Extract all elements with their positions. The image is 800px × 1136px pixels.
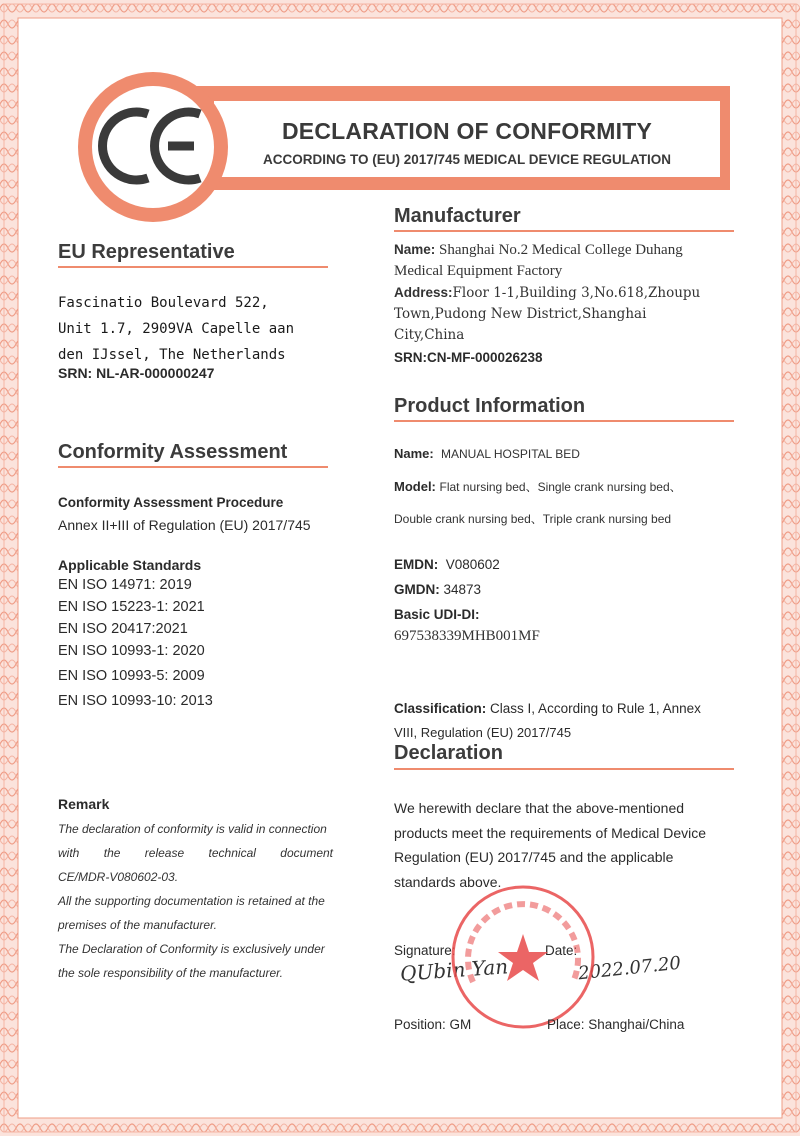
declaration-text xyxy=(394,796,706,894)
date-handwritten: 2022.07.20 xyxy=(577,952,682,985)
product-model: Flat nursing bed、Single crank nursing bed、 xyxy=(439,480,682,494)
declaration-line: Regulation (EU) 2017/745 and the applicable xyxy=(394,849,674,865)
standard-item: EN ISO 15223-1: 2021 xyxy=(58,599,205,615)
product-name: MANUAL HOSPITAL BED xyxy=(440,447,580,461)
eu-rep-address xyxy=(58,290,348,368)
document-subtitle: ACCORDING TO (EU) 2017/745 MEDICAL DEVICE REGULATION xyxy=(262,152,672,167)
manufacturer-address-cont: City,China xyxy=(394,327,465,343)
manufacturer-address-label: Address: xyxy=(394,285,453,300)
place: Place: Shanghai/China xyxy=(547,1017,685,1032)
manufacturer-name-cont: Medical Equipment Factory xyxy=(394,263,563,279)
eu-rep-address-line: Unit 1.7, 2909VA Capelle aan xyxy=(58,321,295,337)
remark-heading: Remark xyxy=(58,796,110,812)
product-heading: Product Information xyxy=(394,395,586,417)
conformity-heading: Conformity Assessment xyxy=(58,441,288,463)
classification-cont: VIII, Regulation (EU) 2017/745 xyxy=(394,725,572,740)
signature-handwritten: QUbin Yan xyxy=(399,954,509,986)
standard-item: EN ISO 10993-10: 2013 xyxy=(58,693,213,709)
remark-text xyxy=(58,817,333,985)
declaration-line: products meet the requirements of Medical Device xyxy=(394,824,707,841)
manufacturer-name: Shanghai No.2 Medical College Duhang xyxy=(439,242,683,258)
emdn-row xyxy=(394,557,500,572)
product-model-row xyxy=(394,478,739,495)
document-title: DECLARATION OF CONFORMITY xyxy=(282,118,652,144)
standards-list xyxy=(58,574,213,712)
eu-rep-heading: EU Representative xyxy=(58,241,235,263)
manufacturer-name-label: Name: xyxy=(394,242,436,257)
standard-item: EN ISO 20417:2021 xyxy=(58,621,188,637)
standard-item: EN ISO 14971: 2019 xyxy=(58,577,192,593)
remark-line: with the release technical document xyxy=(58,846,333,860)
product-model-cont: Double crank nursing bed、Triple crank nursing bed xyxy=(394,512,672,526)
standards-label: Applicable Standards xyxy=(58,557,202,573)
procedure-label: Conformity Assessment Procedure xyxy=(58,495,284,510)
classification-value: Class I, According to Rule 1, Annex xyxy=(490,701,701,716)
remark-line: The Declaration of Conformity is exclusively under xyxy=(58,942,325,956)
eu-rep-address-line: den IJssel, The Netherlands xyxy=(58,347,286,363)
conformity-rule xyxy=(58,466,328,468)
manufacturer-address-cont: Town,Pudong New District,Shanghai xyxy=(394,306,647,322)
procedure-value: Annex II+III of Regulation (EU) 2017/745 xyxy=(58,517,311,533)
udi-label: Basic UDI-DI: xyxy=(394,607,480,622)
manufacturer-address: Floor 1-1,Building 3,No.618,Zhoupu xyxy=(452,285,701,301)
eu-rep-rule xyxy=(58,266,328,268)
declaration-heading: Declaration xyxy=(394,742,503,764)
classification-label: Classification: xyxy=(394,701,487,716)
remark-line: the sole responsibility of the manufacturer. xyxy=(58,966,284,980)
manufacturer-rule xyxy=(394,230,734,232)
emdn-value: V080602 xyxy=(445,557,500,572)
remark-line: CE/MDR-V080602-03. xyxy=(58,870,179,884)
manufacturer-srn: SRN:CN-MF-000026238 xyxy=(394,350,543,365)
eu-rep-address-line: Fascinatio Boulevard 522, xyxy=(58,295,269,311)
product-name-label: Name: xyxy=(394,446,434,461)
product-model-label: Model: xyxy=(394,479,436,494)
signature-label: Signature: xyxy=(394,943,456,958)
eu-rep-srn: SRN: NL-AR-000000247 xyxy=(58,365,215,381)
declaration-rule xyxy=(394,768,734,770)
date-label: Date: xyxy=(545,943,578,958)
manufacturer-info xyxy=(394,239,734,346)
ce-logo xyxy=(98,100,210,192)
declaration-line: standards above. xyxy=(394,873,502,890)
remark-line: The declaration of conformity is valid in connection xyxy=(58,822,327,836)
product-rule xyxy=(394,420,734,422)
gmdn-label: GMDN: xyxy=(394,582,440,597)
standard-item: EN ISO 10993-5: 2009 xyxy=(58,668,205,684)
classification-row xyxy=(394,701,739,716)
position: Position: GM xyxy=(394,1017,472,1032)
remark-line: premises of the manufacturer. xyxy=(58,918,217,932)
emdn-label: EMDN: xyxy=(394,557,439,572)
company-stamp xyxy=(448,882,598,1032)
standard-item: EN ISO 10993-1: 2020 xyxy=(58,643,205,659)
remark-line: All the supporting documentation is retained at the xyxy=(58,894,325,908)
manufacturer-heading: Manufacturer xyxy=(394,205,521,227)
gmdn-row xyxy=(394,582,481,597)
udi-value: 697538339MHB001MF xyxy=(394,628,540,644)
declaration-line: We herewith declare that the above-mentioned xyxy=(394,800,685,816)
product-name-row xyxy=(394,446,580,461)
gmdn-value: 34873 xyxy=(443,582,482,597)
